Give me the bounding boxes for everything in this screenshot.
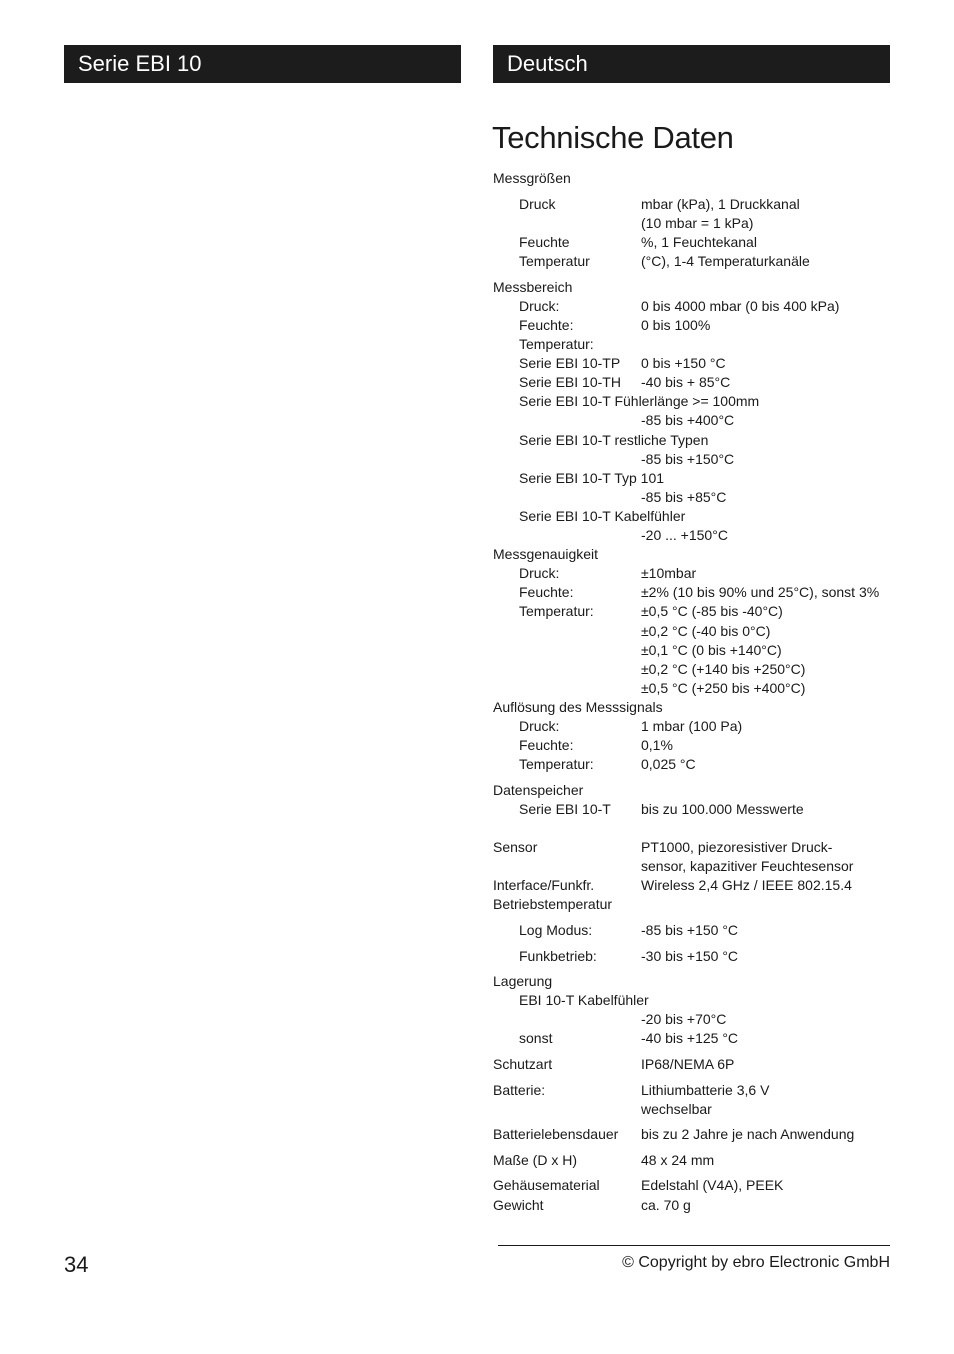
spec-label: Messgenauigkeit xyxy=(493,546,599,562)
header-bar-series xyxy=(64,45,461,83)
spec-value: Lithiumbatterie 3,6 V xyxy=(641,1082,770,1098)
spec-label: Interface/Funkfr. xyxy=(493,877,595,893)
spec-value: ca. 70 g xyxy=(641,1197,691,1213)
spec-value: 0 bis +150 °C xyxy=(641,355,726,371)
spec-value: -85 bis +150 °C xyxy=(641,922,739,938)
spec-label: Datenspeicher xyxy=(493,782,584,798)
spec-value: bis zu 2 Jahre je nach Anwendung xyxy=(641,1126,855,1142)
spec-label: Log Modus: xyxy=(519,922,593,938)
spec-value: %, 1 Feuchtekanal xyxy=(641,234,757,250)
spec-label: Serie EBI 10-T restliche Typen xyxy=(519,432,709,448)
spec-label: sonst xyxy=(519,1030,553,1046)
spec-label: Temperatur: xyxy=(519,336,594,352)
spec-label: Gehäusematerial xyxy=(493,1177,600,1193)
spec-label: Batterie: xyxy=(493,1082,546,1098)
series-title: Serie EBI 10 xyxy=(78,51,202,76)
spec-label: Lagerung xyxy=(493,973,553,989)
spec-label: Serie EBI 10-T Fühlerlänge >= 100mm xyxy=(519,393,760,409)
spec-label: Feuchte: xyxy=(519,584,574,600)
spec-label: Druck: xyxy=(519,565,560,581)
spec-value: IP68/NEMA 6P xyxy=(641,1056,735,1072)
spec-value: ±0,5 °C (-85 bis -40°C) xyxy=(641,603,783,619)
spec-value: -20 bis +70°C xyxy=(641,1011,727,1027)
spec-value: 48 x 24 mm xyxy=(641,1152,715,1168)
spec-label: Auflösung des Messsignals xyxy=(493,699,663,715)
spec-label: Betriebstemperatur xyxy=(493,896,613,912)
spec-label: Serie EBI 10-T xyxy=(519,801,611,817)
spec-label: Batterielebensdauer xyxy=(493,1126,619,1142)
spec-value: mbar (kPa), 1 Druckkanal xyxy=(641,196,800,212)
spec-label: Feuchte: xyxy=(519,737,574,753)
spec-value: Wireless 2,4 GHz / IEEE 802.15.4 xyxy=(641,877,852,893)
header-bar-language xyxy=(493,45,890,83)
spec-value: ±2% (10 bis 90% und 25°C), sonst 3% xyxy=(641,584,880,600)
spec-value: ±10mbar xyxy=(641,565,697,581)
spec-value: sensor, kapazitiver Feuchtesensor xyxy=(641,858,854,874)
spec-label: Funkbetrieb: xyxy=(519,948,597,964)
spec-value: -30 bis +150 °C xyxy=(641,948,739,964)
spec-value: -85 bis +85°C xyxy=(641,489,727,505)
spec-label: Serie EBI 10-T Typ 101 xyxy=(519,470,665,486)
spec-value: 0,1% xyxy=(641,737,673,753)
spec-label: Temperatur: xyxy=(519,603,594,619)
spec-value: -40 bis + 85°C xyxy=(641,374,731,390)
spec-label: Sensor xyxy=(493,839,538,855)
spec-label: Messbereich xyxy=(493,279,573,295)
spec-value: -85 bis +400°C xyxy=(641,412,735,428)
spec-value: Edelstahl (V4A), PEEK xyxy=(641,1177,784,1193)
spec-label: EBI 10-T Kabelfühler xyxy=(519,992,649,1008)
spec-label: Maße (D x H) xyxy=(493,1152,577,1168)
spec-label: Gewicht xyxy=(493,1197,544,1213)
spec-value: 1 mbar (100 Pa) xyxy=(641,718,743,734)
spec-label: Messgrößen xyxy=(493,170,571,186)
footer-divider xyxy=(498,1245,890,1246)
language-title: Deutsch xyxy=(507,51,588,76)
copyright-notice: © Copyright by ebro Electronic GmbH xyxy=(622,1254,890,1271)
spec-value: (10 mbar = 1 kPa) xyxy=(641,215,754,231)
spec-label: Feuchte xyxy=(519,234,570,250)
spec-value: PT1000, piezoresistiver Druck- xyxy=(641,839,833,855)
spec-value: ±0,1 °C (0 bis +140°C) xyxy=(641,642,782,658)
spec-value: -85 bis +150°C xyxy=(641,451,735,467)
spec-label: Temperatur: xyxy=(519,756,594,772)
spec-label: Temperatur xyxy=(519,253,590,269)
spec-value: bis zu 100.000 Messwerte xyxy=(641,801,804,817)
spec-value: 0 bis 100% xyxy=(641,317,711,333)
spec-label: Feuchte: xyxy=(519,317,574,333)
spec-label: Schutzart xyxy=(493,1056,553,1072)
spec-label: Serie EBI 10-T Kabelfühler xyxy=(519,508,686,524)
spec-label: Druck: xyxy=(519,298,560,314)
spec-value: -20 ... +150°C xyxy=(641,527,728,543)
spec-value: 0,025 °C xyxy=(641,756,696,772)
spec-label: Druck: xyxy=(519,718,560,734)
spec-label: Druck xyxy=(519,196,556,212)
spec-value: (°C), 1-4 Temperaturkanäle xyxy=(641,253,810,269)
spec-value: -40 bis +125 °C xyxy=(641,1030,739,1046)
section-title: Technische Daten xyxy=(492,120,734,155)
spec-value: 0 bis 4000 mbar (0 bis 400 kPa) xyxy=(641,298,840,314)
spec-label: Serie EBI 10-TH xyxy=(519,374,621,390)
spec-value: wechselbar xyxy=(641,1101,712,1117)
page-number: 34 xyxy=(64,1252,89,1277)
spec-value: ±0,2 °C (-40 bis 0°C) xyxy=(641,623,771,639)
spec-value: ±0,5 °C (+250 bis +400°C) xyxy=(641,680,806,696)
spec-value: ±0,2 °C (+140 bis +250°C) xyxy=(641,661,806,677)
spec-label: Serie EBI 10-TP xyxy=(519,355,621,371)
